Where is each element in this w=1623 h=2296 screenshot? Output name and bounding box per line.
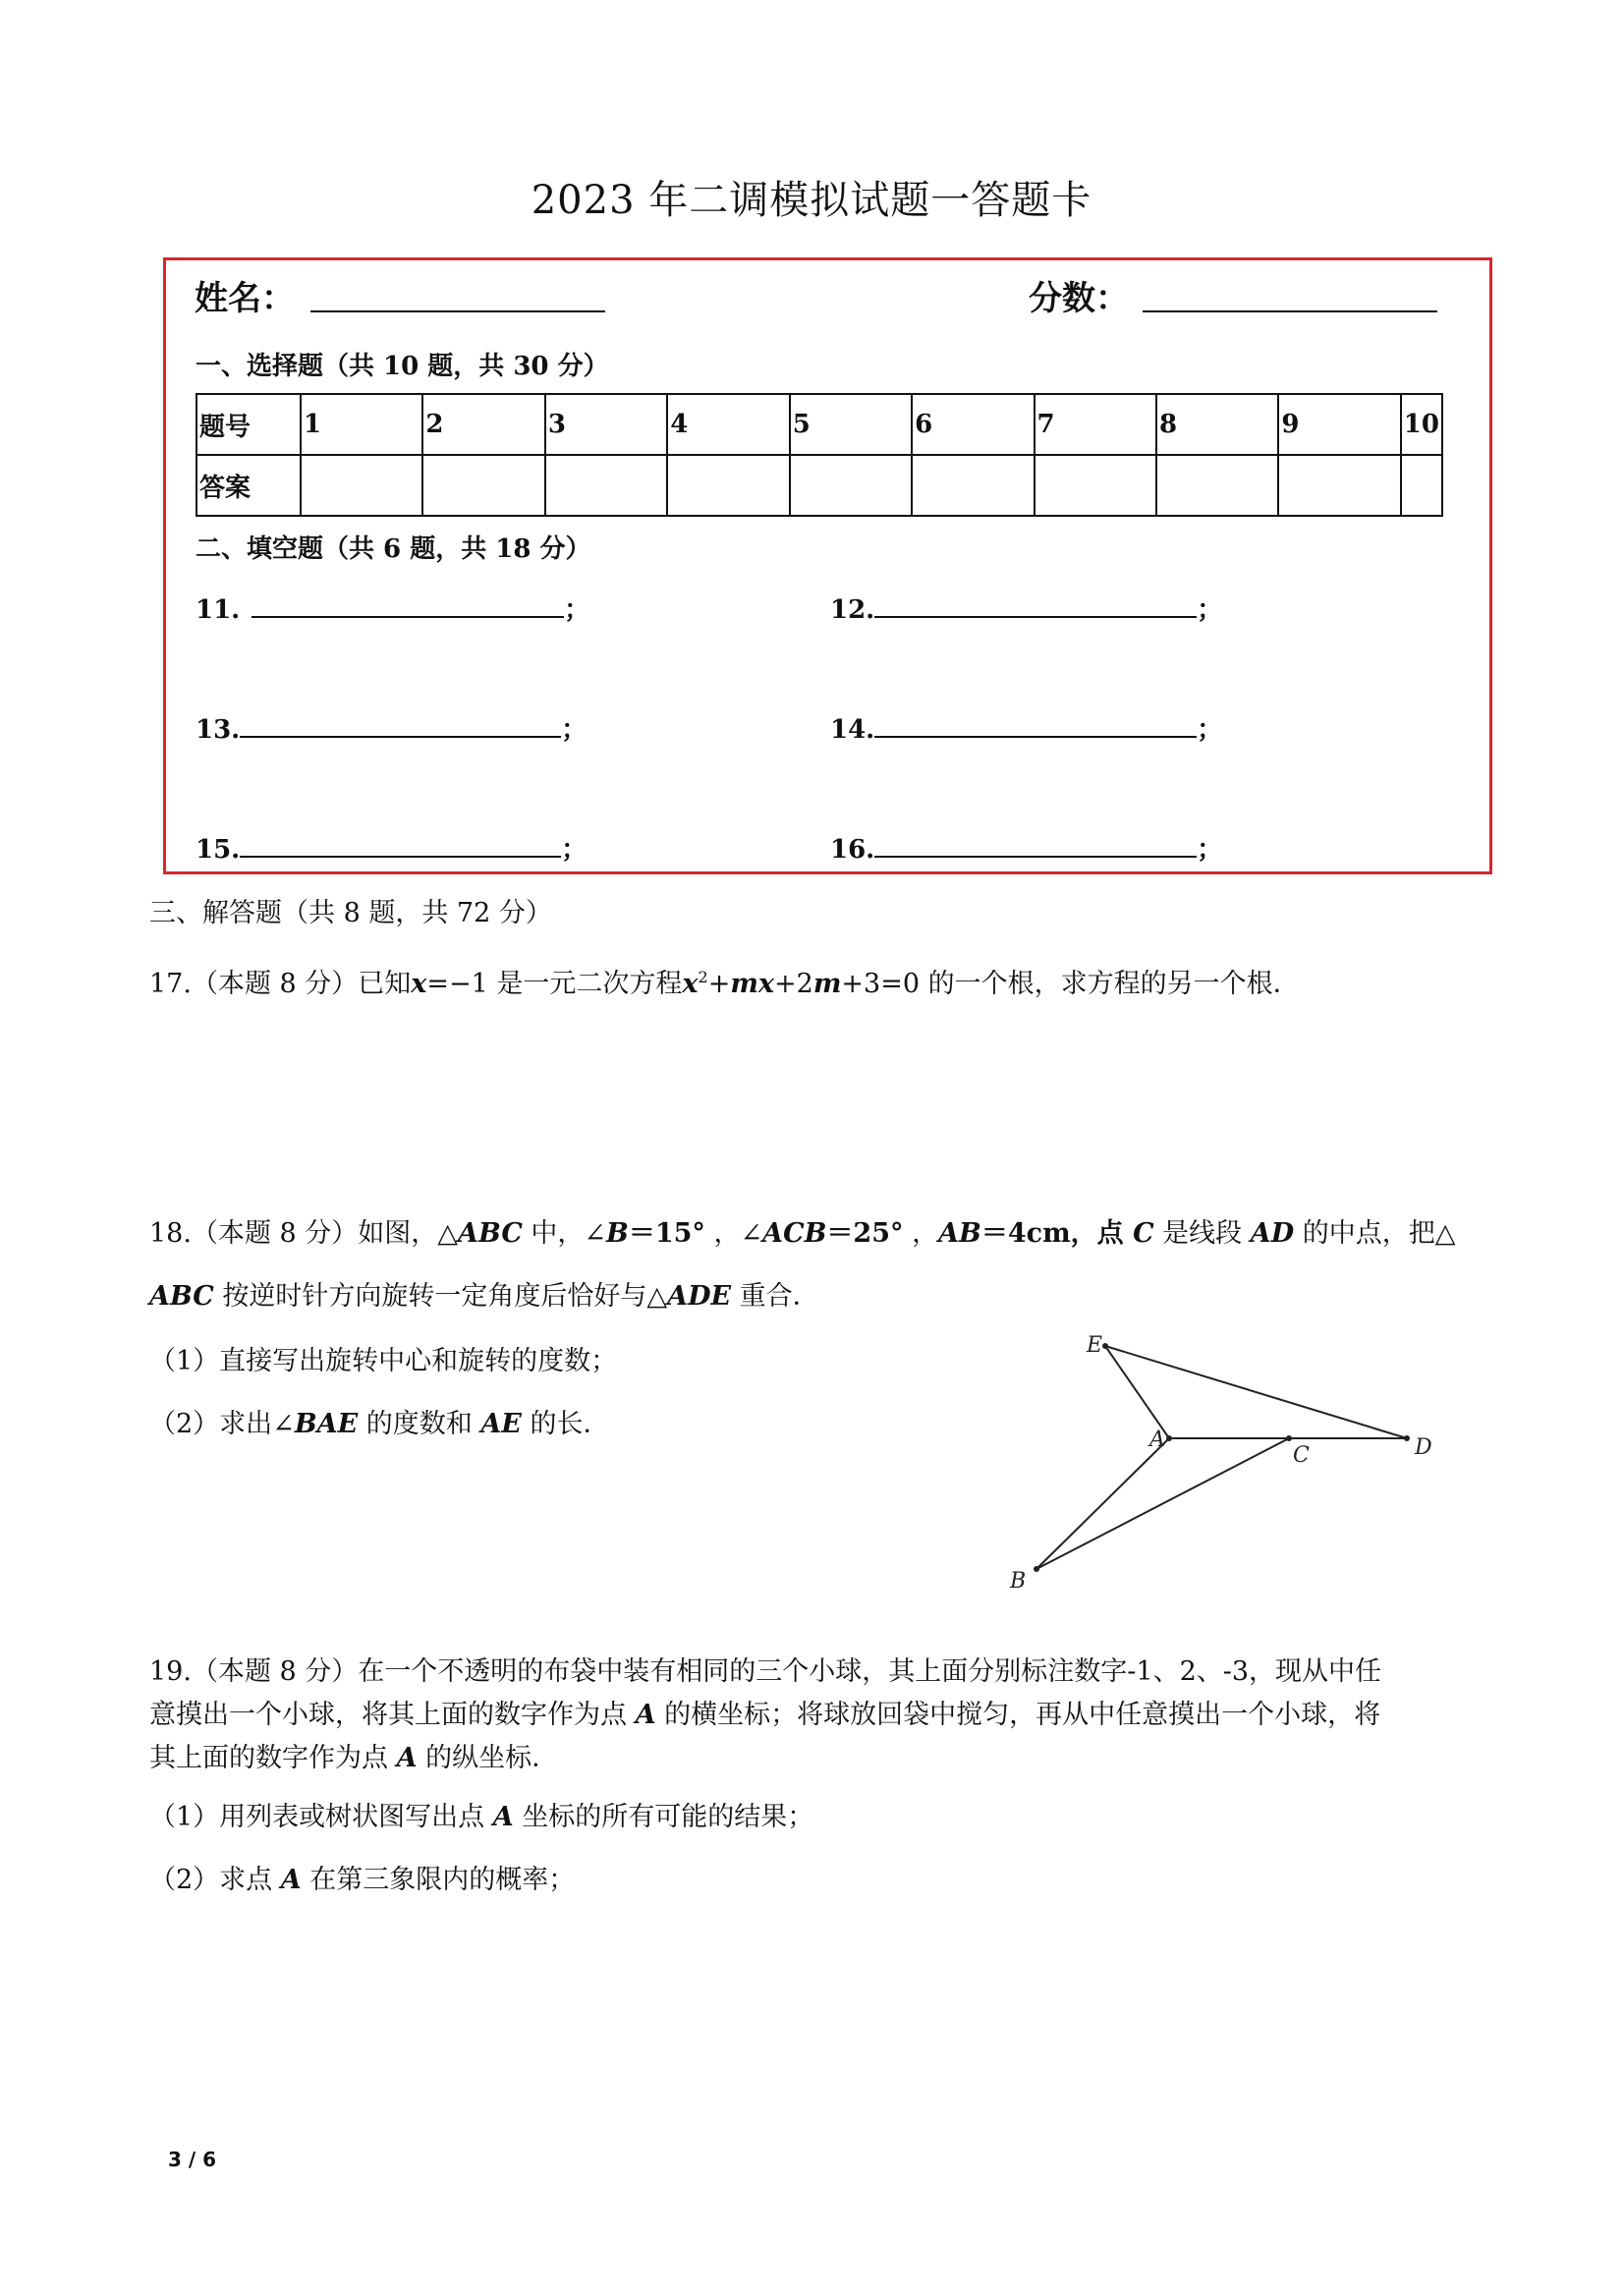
answer-cell[interactable] (1401, 455, 1442, 516)
label-e: E (1087, 1333, 1103, 1358)
table-cell: 4 (667, 394, 789, 455)
section3-heading: 三、解答题（共 8 题，共 72 分） (149, 898, 552, 928)
fill-number: 16. (830, 835, 875, 865)
segment-ab (1036, 1438, 1169, 1569)
page-number: 3 / 6 (168, 2148, 217, 2171)
fill-item-13 (196, 709, 587, 746)
q17-var: m (812, 969, 842, 999)
q18-var: AD (1250, 1218, 1295, 1249)
q18-var: ABC (458, 1218, 523, 1249)
table-cell: 5 (790, 394, 912, 455)
q19-text: （1）用列表或树状图写出点 (149, 1802, 493, 1832)
q19-text: （2）求点 (149, 1865, 281, 1895)
row-head-answer: 答案 (196, 455, 301, 516)
fill-number: 12. (830, 595, 875, 625)
answer-cell[interactable] (1278, 455, 1400, 516)
q18-text: 按逆时针方向旋转一定角度后恰好与△ (213, 1281, 668, 1312)
q18-text: 的长． (521, 1409, 610, 1439)
label-c: C (1293, 1443, 1310, 1468)
q17-text: 17.（本题 8 分）已知 (149, 969, 412, 999)
fill-end: ； (1197, 715, 1223, 745)
q17-var: x (682, 969, 699, 999)
q18-var: AE (480, 1409, 522, 1439)
q19-text: 在第三象限内的概率； (301, 1865, 576, 1895)
fill-item-15 (196, 829, 587, 866)
point-e (1102, 1343, 1108, 1349)
q18-value: ＝4cm，点 (980, 1218, 1134, 1249)
q17-text: +2 (774, 969, 813, 999)
q19-text: 意摸出一个小球，将其上面的数字作为点 (149, 1700, 636, 1730)
fill-end: ； (1197, 595, 1223, 625)
fill-number: 14. (830, 715, 875, 745)
q18-var: ADE (667, 1281, 732, 1312)
q17-var: mx (730, 969, 775, 999)
fill-item-12 (830, 589, 1222, 626)
q18-text: 重合． (731, 1281, 819, 1312)
question-18-sub1: （1）直接写出旋转中心和旋转的度数； (149, 1346, 618, 1376)
row-head-number: 题号 (196, 394, 301, 455)
fill-blank[interactable] (252, 590, 564, 618)
fill-blank[interactable] (874, 710, 1197, 738)
table-cell: 10 (1401, 394, 1442, 455)
q18-text: （2）求出∠ (149, 1409, 295, 1439)
score-field (1029, 271, 1129, 319)
q18-text: ，∠ (704, 1218, 763, 1249)
section1-heading: 一、选择题（共 10 题，共 30 分） (196, 352, 609, 381)
answer-cell[interactable] (1156, 455, 1278, 516)
table-cell: 2 (422, 394, 544, 455)
triangle-rotation-figure (982, 1316, 1474, 1592)
answer-cell[interactable] (301, 455, 422, 516)
q18-var: AB (938, 1218, 981, 1249)
table-cell: 1 (301, 394, 422, 455)
q18-var: C (1133, 1218, 1154, 1249)
q19-var: A (280, 1865, 302, 1895)
fill-end: ； (1197, 835, 1223, 865)
table-cell: 3 (545, 394, 667, 455)
page-title: 2023 年二调模拟试题一答题卡 (531, 178, 1092, 223)
question-18-line1 (149, 1214, 1455, 1254)
answer-cell[interactable] (422, 455, 544, 516)
segment-bc (1036, 1438, 1289, 1569)
table-cell: 9 (1278, 394, 1400, 455)
score-label: 分数： (1029, 279, 1129, 318)
question-19-line2 (149, 1696, 1380, 1735)
q18-text: ， (903, 1218, 939, 1249)
q18-value: ＝15° (628, 1218, 705, 1249)
answer-cell[interactable] (545, 455, 667, 516)
question-19-line1: 19.（本题 8 分）在一个不透明的布袋中装有相同的三个小球，其上面分别标注数字-1、2、-3，现从中任 (149, 1656, 1382, 1687)
q18-value: ＝25° (826, 1218, 904, 1249)
q17-var: x (411, 969, 427, 999)
name-label: 姓名： (195, 279, 295, 318)
q19-text: 坐标的所有可能的结果； (513, 1802, 814, 1832)
answer-cell[interactable] (790, 455, 912, 516)
fill-end: ； (561, 715, 588, 745)
answer-cell[interactable] (1035, 455, 1156, 516)
name-blank[interactable] (310, 310, 605, 312)
segment-ea (1105, 1346, 1169, 1438)
q18-text: 的中点，把△ (1294, 1218, 1456, 1249)
fill-blank[interactable] (874, 590, 1197, 618)
point-a (1166, 1435, 1172, 1441)
q18-text: 的度数和 (358, 1409, 481, 1439)
question-18-sub2 (149, 1405, 609, 1444)
choice-answer-table (196, 393, 1443, 517)
q18-var: ACB (762, 1218, 827, 1249)
label-d: D (1415, 1435, 1432, 1460)
answer-cell[interactable] (667, 455, 789, 516)
question-17 (149, 958, 1300, 1004)
fill-item-16 (830, 829, 1222, 866)
q18-text: 是线段 (1153, 1218, 1251, 1249)
label-b: B (1010, 1569, 1027, 1592)
fill-end: ； (564, 595, 590, 625)
table-row (196, 394, 1442, 455)
point-d (1404, 1435, 1410, 1441)
table-cell: 8 (1156, 394, 1278, 455)
table-row (196, 455, 1442, 516)
q18-var: B (606, 1218, 629, 1249)
answer-cell[interactable] (912, 455, 1034, 516)
q19-var: A (396, 1743, 418, 1773)
fill-number: 11. (196, 595, 241, 625)
q17-text: +3=0 的一个根，求方程的另一个根． (841, 969, 1300, 999)
q19-var: A (492, 1802, 514, 1832)
q17-text: =−1 是一元二次方程 (426, 969, 683, 999)
section2-heading: 二、填空题（共 6 题，共 18 分） (196, 534, 591, 564)
question-19-line3 (149, 1739, 558, 1778)
question-19-sub2 (149, 1861, 575, 1900)
q17-exponent: 2 (698, 968, 708, 986)
table-cell: 6 (912, 394, 1034, 455)
fill-number: 15. (196, 835, 241, 865)
fill-blank[interactable] (874, 830, 1197, 858)
q18-text: 中，∠ (522, 1218, 607, 1249)
fill-item-11 (196, 589, 589, 626)
fill-end: ； (561, 835, 588, 865)
q19-text: 的纵坐标． (417, 1743, 559, 1773)
point-c (1286, 1435, 1292, 1441)
label-a: A (1149, 1428, 1165, 1452)
name-field (195, 271, 295, 319)
fill-item-14 (830, 709, 1222, 746)
q18-var: BAE (294, 1409, 359, 1439)
score-blank[interactable] (1143, 310, 1437, 312)
fill-number: 13. (196, 715, 241, 745)
fill-blank[interactable] (240, 710, 561, 738)
point-b (1034, 1566, 1039, 1572)
fill-blank[interactable] (240, 830, 561, 858)
question-18-line2 (149, 1277, 819, 1316)
table-cell: 7 (1035, 394, 1156, 455)
q17-text: + (707, 969, 731, 999)
q19-text: 的横坐标；将球放回袋中搅匀，再从中任意摸出一个小球，将 (655, 1700, 1381, 1730)
question-19-sub1 (149, 1798, 813, 1837)
segment-ed (1105, 1346, 1407, 1438)
q18-var: ABC (149, 1281, 214, 1312)
q19-text: 其上面的数字作为点 (149, 1743, 397, 1773)
q18-text: 18.（本题 8 分）如图，△ (149, 1218, 459, 1249)
q19-var: A (635, 1700, 656, 1730)
